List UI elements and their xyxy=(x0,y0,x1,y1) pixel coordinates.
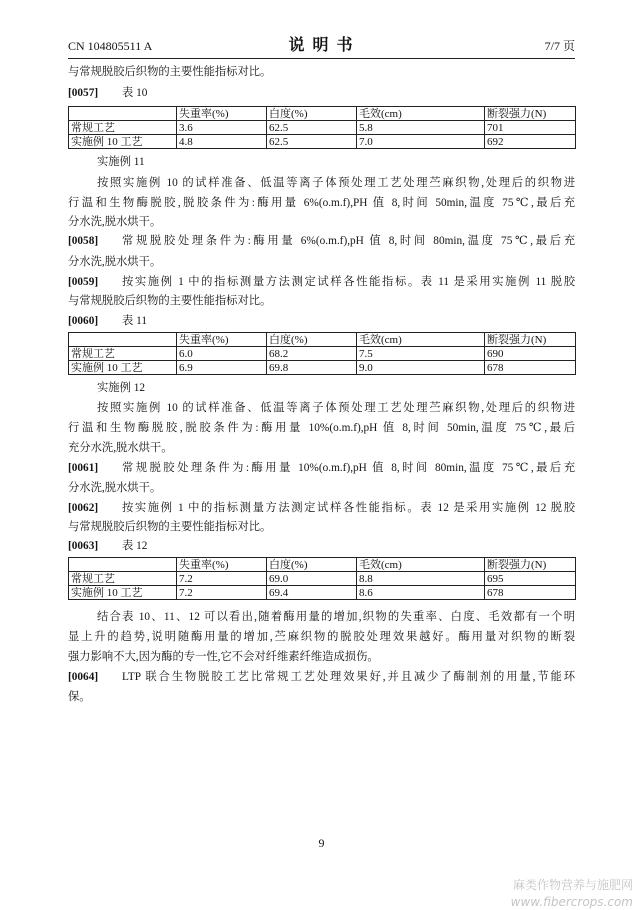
table-cell: 6.9 xyxy=(177,361,267,375)
table-cell: 68.2 xyxy=(267,347,357,361)
column-header: 毛效(cm) xyxy=(357,333,485,347)
table-cell: 7.2 xyxy=(177,586,267,600)
page-number: 9 xyxy=(318,836,325,850)
text-line: 按照实施例 10 的试样准备、低温等离子体预处理工艺处理苎麻织物,处理后的织物进 xyxy=(97,177,575,189)
row-label: 常规工艺 xyxy=(69,121,177,135)
table-header-row xyxy=(69,333,576,347)
column-header: 毛效(cm) xyxy=(357,107,485,121)
patent-number: CN 104805511 A xyxy=(68,39,153,53)
table-cell: 69.4 xyxy=(267,586,357,600)
column-header: 失重率(%) xyxy=(177,333,267,347)
paragraph-number-0064: [0064] xyxy=(68,671,99,683)
example-12-heading: 实施例 12 xyxy=(97,382,146,394)
row-label: 实施例 10 工艺 xyxy=(69,586,177,600)
table-cell: 678 xyxy=(485,586,576,600)
column-header: 白度(%) xyxy=(267,558,357,572)
table-cell: 7.5 xyxy=(357,347,485,361)
table-cell: 690 xyxy=(485,347,576,361)
table-cell: 8.6 xyxy=(357,586,485,600)
table-cell: 7.0 xyxy=(357,135,485,149)
table-cell: 62.5 xyxy=(267,135,357,149)
table-10 xyxy=(68,106,576,149)
table-corner-cell xyxy=(69,107,177,121)
paragraph-number-0059: [0059] xyxy=(68,276,99,288)
column-header: 断裂强力(N) xyxy=(485,333,576,347)
header-divider xyxy=(68,58,575,59)
table-cell: 6.0 xyxy=(177,347,267,361)
text-line: 强力影响不大,因为酶的专一性,它不会对纤维素纤维造成损伤。 xyxy=(68,651,379,663)
paragraph-number-0063: [0063] xyxy=(68,540,99,552)
table-12-caption: 表 12 xyxy=(122,540,148,552)
table-row xyxy=(69,586,576,600)
text-line: 常规脱胶处理条件为:酶用量 6%(o.m.f),pH 值 8,时间 80min,温度 75℃,最后充 xyxy=(122,235,575,247)
text-line: 分水洗,脱水烘干。 xyxy=(68,216,162,228)
text-line: 按照实施例 10 的试样准备、低温等离子体预处理工艺处理苎麻织物,处理后的织物进 xyxy=(97,402,575,414)
table-11-caption: 表 11 xyxy=(122,315,147,327)
table-row xyxy=(69,347,576,361)
row-label: 实施例 10 工艺 xyxy=(69,361,177,375)
row-label: 常规工艺 xyxy=(69,347,177,361)
row-label: 实施例 10 工艺 xyxy=(69,135,177,149)
text-line: 保。 xyxy=(68,691,91,703)
column-header: 失重率(%) xyxy=(177,558,267,572)
paragraph-number-0060: [0060] xyxy=(68,315,99,327)
text-line: 按实施例 1 中的指标测量方法测定试样各性能指标。表 12 是采用实施例 12 脱胶 xyxy=(122,502,575,514)
table-11 xyxy=(68,332,576,375)
text-line: 结合表 10、11、12 可以看出,随着酶用量的增加,织物的失重率、白度、毛效都有一个明 xyxy=(97,611,575,623)
table-10-caption: 表 10 xyxy=(122,87,148,99)
table-corner-cell xyxy=(69,558,177,572)
table-cell: 69.0 xyxy=(267,572,357,586)
table-cell: 69.8 xyxy=(267,361,357,375)
text-line: 常规脱胶处理条件为:酶用量 10%(o.m.f),pH 值 8,时间 80min,温度 75℃,最后充 xyxy=(122,462,575,474)
example-11-heading: 实施例 11 xyxy=(97,156,145,168)
table-cell: 695 xyxy=(485,572,576,586)
table-cell: 8.8 xyxy=(357,572,485,586)
table-cell: 7.2 xyxy=(177,572,267,586)
table-cell: 9.0 xyxy=(357,361,485,375)
table-cell: 692 xyxy=(485,135,576,149)
table-row xyxy=(69,572,576,586)
text-line: 分水洗,脱水烘干。 xyxy=(68,482,162,494)
table-corner-cell xyxy=(69,333,177,347)
table-cell: 701 xyxy=(485,121,576,135)
table-header-row xyxy=(69,558,576,572)
column-header: 毛效(cm) xyxy=(357,558,485,572)
column-header: 失重率(%) xyxy=(177,107,267,121)
table-cell: 62.5 xyxy=(267,121,357,135)
page-indicator: 7/7 页 xyxy=(544,39,575,53)
table-row xyxy=(69,361,576,375)
table-row xyxy=(69,121,576,135)
watermark-site-name: 麻类作物营养与施肥网 xyxy=(512,878,633,892)
text-line: 按实施例 1 中的指标测量方法测定试样各性能指标。表 11 是采用实施例 11 脱胶 xyxy=(122,276,575,288)
text-line: 与常规脱胶后织物的主要性能指标对比。 xyxy=(68,521,272,533)
text-line: 行温和生物酶脱胶,脱胶条件为:酶用量 6%(o.m.f),PH 值 8,时间 50min,温度 75℃,最后充 xyxy=(68,197,575,209)
watermark-url: www.fibercrops.com xyxy=(510,895,633,909)
text-line: 与常规脱胶后织物的主要性能指标对比。 xyxy=(68,295,272,307)
table-cell: 3.6 xyxy=(177,121,267,135)
text-line: 行温和生物酶脱胶,脱胶条件为:酶用量 10%(o.m.f),pH 值 8,时间 50min,温度 75℃,最后 xyxy=(68,422,575,434)
column-header: 断裂强力(N) xyxy=(485,558,576,572)
table-header-row xyxy=(69,107,576,121)
table-cell: 4.8 xyxy=(177,135,267,149)
paragraph-number-0057: [0057] xyxy=(68,87,99,99)
paragraph-number-0062: [0062] xyxy=(68,502,99,514)
table-cell: 678 xyxy=(485,361,576,375)
paragraph-number-0061: [0061] xyxy=(68,462,99,474)
continued-line: 与常规脱胶后织物的主要性能指标对比。 xyxy=(68,66,272,78)
column-header: 白度(%) xyxy=(267,107,357,121)
text-line: LTP 联合生物脱胶工艺比常规工艺处理效果好,并且减少了酶制剂的用量,节能环 xyxy=(122,671,575,683)
column-header: 断裂强力(N) xyxy=(485,107,576,121)
table-row xyxy=(69,135,576,149)
table-12 xyxy=(68,557,576,600)
text-line: 充分水洗,脱水烘干。 xyxy=(68,442,173,454)
table-cell: 5.8 xyxy=(357,121,485,135)
column-header: 白度(%) xyxy=(267,333,357,347)
row-label: 常规工艺 xyxy=(69,572,177,586)
text-line: 显上升的趋势,说明随酶用量的增加,苎麻织物的脱胶处理效果越好。酶用量对织物的断裂 xyxy=(68,631,575,643)
text-line: 分水洗,脱水烘干。 xyxy=(68,256,162,268)
paragraph-number-0058: [0058] xyxy=(68,235,99,247)
document-title: 说 明 书 xyxy=(288,37,355,54)
